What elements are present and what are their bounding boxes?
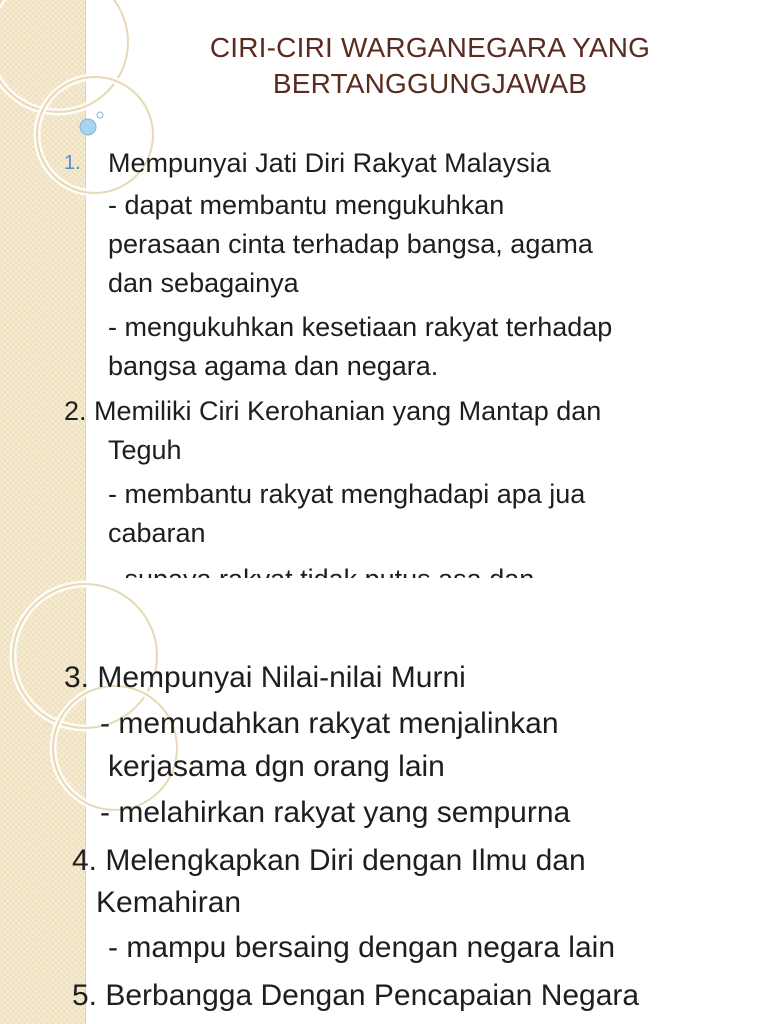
item-4-point-1: - mampu bersaing dengan negara lain — [108, 931, 615, 964]
small-bubble-icon — [97, 112, 103, 118]
item-1-point-2-line-2: bangsa agama dan negara. — [108, 351, 439, 381]
item-2-heading-line-2: Teguh — [108, 435, 182, 465]
item-2-point-2-cut-off — [108, 560, 708, 578]
item-1-point-1-line-1: - dapat membantu mengukuhkan — [108, 190, 505, 220]
item-1-point-1-line-2: perasaan cinta terhadap bangsa, agama — [108, 229, 593, 259]
item-3-point-1-line-2: kerjasama dgn orang lain — [108, 750, 445, 783]
item-2-point-1-line-1: - membantu rakyat menghadapi apa jua — [108, 479, 586, 509]
item-4-heading-line-2: Kemahiran — [96, 886, 242, 919]
blue-bubble-icon — [80, 119, 96, 135]
item-2-heading-line-1: 2. Memiliki Ciri Kerohanian yang Mantap dan — [64, 396, 602, 426]
item-1-number: 1. — [64, 152, 81, 174]
slide-title — [150, 30, 710, 102]
item-3-heading: 3. Mempunyai Nilai-nilai Murni — [64, 661, 466, 694]
item-1-point-2-line-1: - mengukuhkan kesetiaan rakyat terhadap — [108, 312, 613, 342]
slide-2 — [0, 578, 768, 1024]
item-1-heading: Mempunyai Jati Diri Rakyat Malaysia — [108, 148, 551, 178]
item-3-point-1-line-1: - memudahkan rakyat menjalinkan — [100, 707, 559, 740]
item-4-heading-line-1: 4. Melengkapkan Diri dengan Ilmu dan — [72, 844, 586, 877]
item-1-point-1-line-3: dan sebagainya — [108, 268, 299, 298]
item-5-heading: 5. Berbangga Dengan Pencapaian Negara — [72, 979, 640, 1012]
title-line-2: BERTANGGUNGJAWAB — [272, 68, 588, 99]
item-3-point-2: - melahirkan rakyat yang sempurna — [100, 796, 571, 829]
item-2-point-1-line-2: cabaran — [108, 518, 206, 548]
title-line-1: CIRI-CIRI WARGANEGARA YANG — [209, 32, 651, 63]
